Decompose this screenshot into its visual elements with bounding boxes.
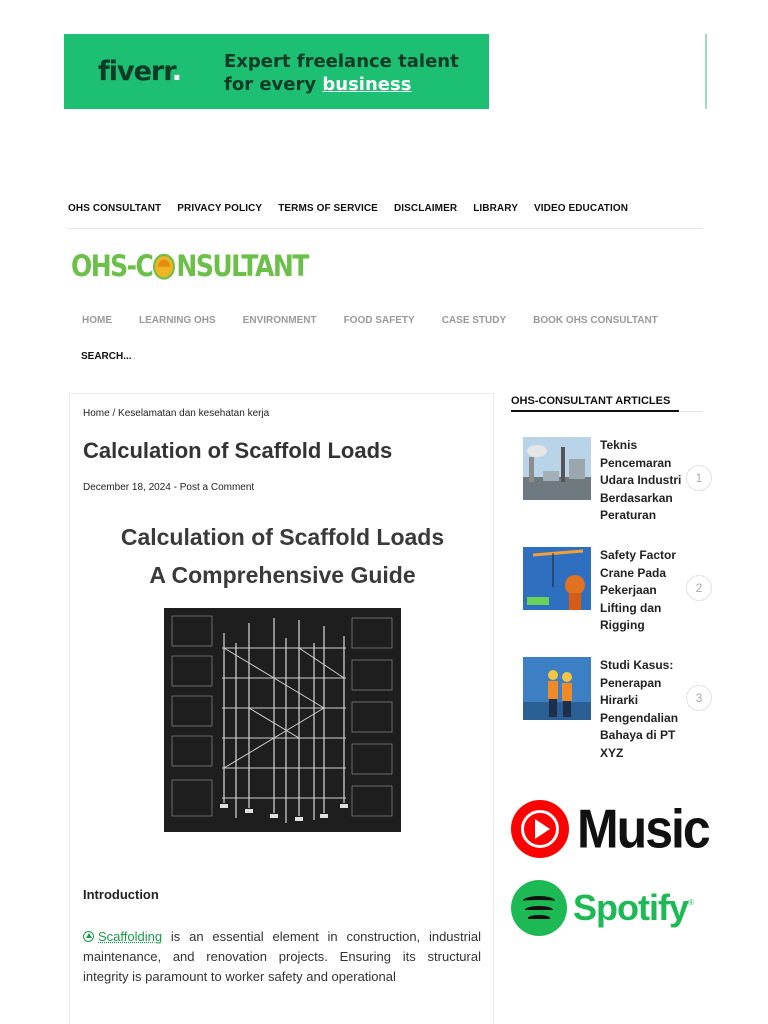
post-title[interactable]: Safety Factor Crane Pada Pekerjaan Lifting dan Rigging (600, 548, 677, 632)
top-menu-library[interactable]: LIBRARY (473, 203, 518, 214)
article-date: December 18, 2024 (83, 482, 171, 493)
spotify-label: Spotify (573, 887, 688, 928)
post-rank: 3 (686, 685, 712, 711)
helmet-icon (153, 253, 175, 279)
breadcrumb-category-link[interactable]: Keselamatan dan kesehatan kerja (118, 408, 270, 419)
fiverr-logo: fiverr. (98, 56, 181, 87)
post-thumbnail-industry[interactable] (523, 437, 591, 500)
post-rank: 1 (686, 465, 712, 491)
top-menu (68, 203, 628, 214)
youtube-music-link[interactable] (511, 800, 709, 858)
post-thumbnail-workers[interactable] (523, 657, 591, 720)
nav-book-ohs-consultant[interactable]: BOOK OHS CONSULTANT (533, 315, 658, 326)
ad-side-divider (705, 34, 707, 109)
nav-environment[interactable]: ENVIRONMENT (242, 315, 317, 326)
sidebar-heading: OHS-CONSULTANT ARTICLES (511, 395, 671, 407)
intro-heading: Introduction (83, 887, 159, 902)
spotify-icon (511, 880, 567, 936)
breadcrumb: Home / Keselamatan dan kesehatan kerja (83, 408, 270, 419)
spotify-trademark: ® (688, 898, 694, 907)
scaffold-blueprint-image (164, 608, 401, 832)
site-logo[interactable]: OHS-C NSULTANT (71, 249, 308, 284)
breadcrumb-home-link[interactable]: Home (83, 408, 110, 419)
nav-case-study[interactable]: CASE STUDY (441, 315, 507, 326)
nav-learning-ohs[interactable]: LEARNING OHS (139, 315, 216, 326)
article-card (69, 393, 494, 1024)
top-menu-disclaimer[interactable]: DISCLAIMER (393, 203, 458, 214)
main-menu (82, 315, 658, 326)
post-title[interactable]: Teknis Pencemaran Udara Industri Berdasarkan Peraturan (600, 438, 682, 522)
article-title: Calculation of Scaffold Loads (83, 438, 393, 463)
scaffolding-link[interactable]: Scaffolding (98, 929, 163, 944)
spotify-link[interactable] (511, 880, 694, 936)
nav-food-safety[interactable]: FOOD SAFETY (343, 315, 415, 326)
intro-paragraph: Scaffolding is an essential element in construction, industrial maintenance, and renovation projects. Ensuring its structural integrity is paramount to worker safety and operational (83, 929, 481, 984)
post-title[interactable]: Studi Kasus: Penerapan Hirarki Pengendalian Bahaya di PT XYZ (600, 658, 679, 760)
top-menu-terms-of-service[interactable]: TERMS OF SERVICE (278, 203, 378, 214)
nav-home[interactable]: HOME (82, 315, 112, 326)
top-menu-video-education[interactable]: VIDEO EDUCATION (533, 203, 629, 214)
ad-headline: Expert freelance talent for every business (224, 51, 459, 95)
music-label: Music (577, 798, 709, 860)
hero-heading: Calculation of Scaffold Loads A Comprehensive Guide (120, 524, 445, 588)
top-menu-privacy-policy[interactable]: PRIVACY POLICY (177, 203, 263, 214)
youtube-music-icon (511, 800, 569, 858)
sidebar-heading-underline (511, 410, 679, 412)
external-link-icon (83, 931, 94, 942)
top-menu-divider (68, 228, 702, 229)
post-rank: 2 (686, 575, 712, 601)
post-thumbnail-crane[interactable] (523, 547, 591, 610)
fiverr-ad-banner[interactable] (64, 34, 489, 109)
top-menu-ohs-consultant[interactable]: OHS CONSULTANT (68, 203, 162, 214)
post-comment-link[interactable]: Post a Comment (179, 482, 255, 493)
article-meta: December 18, 2024 - Post a Comment (83, 482, 255, 493)
search-button[interactable]: SEARCH... (81, 351, 132, 362)
